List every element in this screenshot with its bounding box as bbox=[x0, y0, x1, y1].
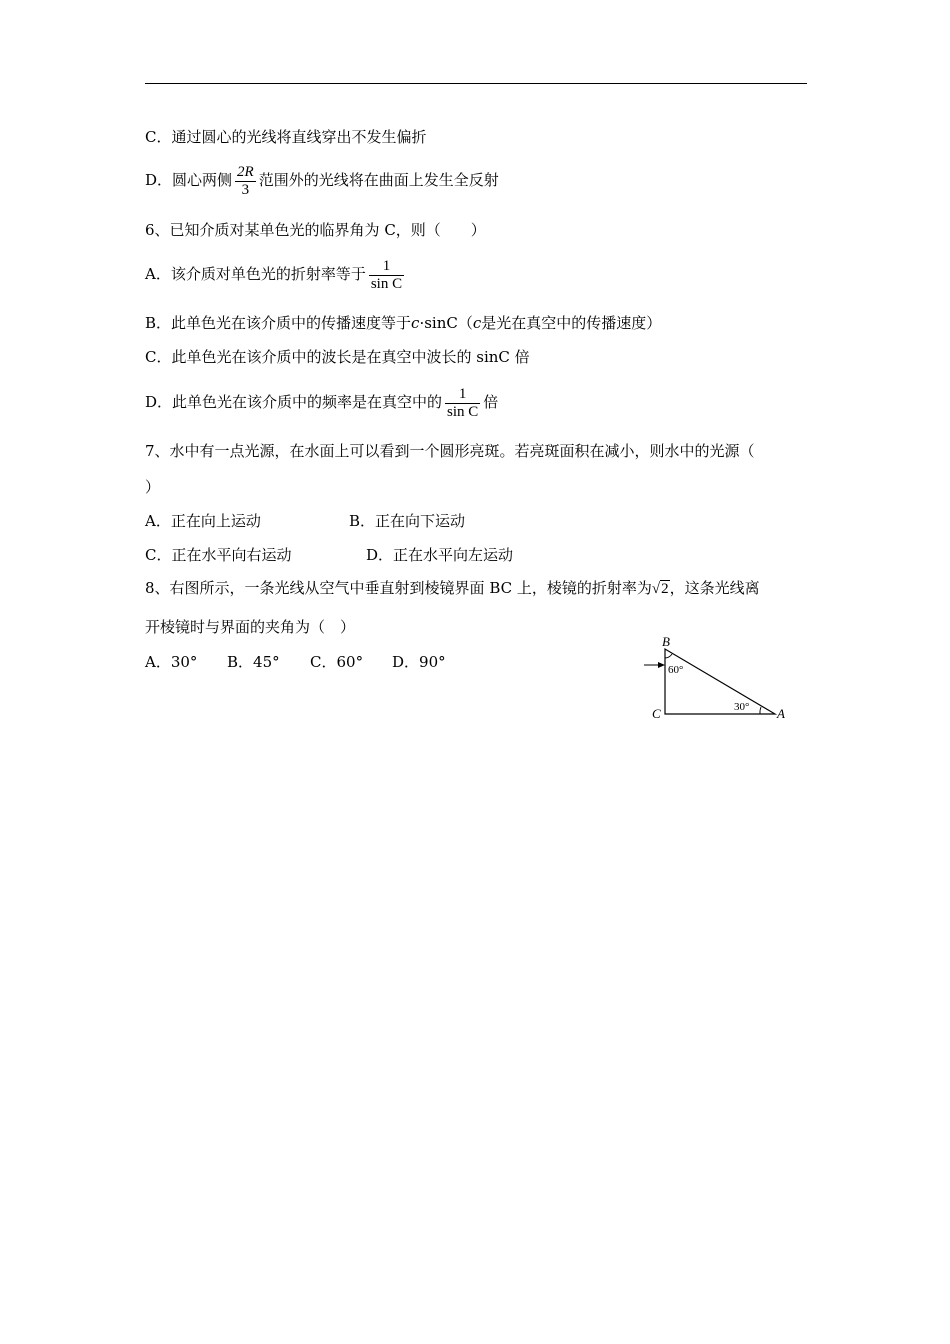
q7-option-b: B．正在向下运动 bbox=[349, 512, 466, 530]
q6-option-a bbox=[145, 256, 407, 293]
q6-option-c: C．此单色光在该介质中的波长是在真空中波长的 sinC 倍 bbox=[145, 348, 530, 366]
q8-option-a: A．30° bbox=[145, 653, 198, 671]
label-b: B bbox=[662, 634, 670, 649]
q6-d-fraction-numerator: 1 bbox=[445, 386, 480, 404]
angle-arc-a bbox=[760, 707, 761, 714]
q6-option-b-mid: ·sinC（ bbox=[419, 314, 473, 332]
q8-option-c: C．60° bbox=[310, 653, 364, 671]
q8-sqrt: √2 bbox=[651, 581, 669, 597]
prism-triangle bbox=[665, 649, 775, 714]
header-rule bbox=[145, 83, 807, 84]
q8-stem-line2: 开棱镜时与界面的夹角为（ ） bbox=[145, 618, 356, 636]
q6-option-b-prefix: B．此单色光在该介质中的传播速度等于 bbox=[145, 314, 412, 332]
angle-arc-b bbox=[665, 654, 672, 658]
angle-label-b: 60° bbox=[668, 664, 684, 676]
q6-option-d bbox=[145, 384, 498, 421]
q7-stem-line1: 7、水中有一点光源，在水面上可以看到一个圆形亮斑。若亮斑面积在减小，则水中的光源（ bbox=[145, 442, 755, 460]
q8-sqrt-value: 2 bbox=[661, 581, 669, 597]
q8-option-d: D．90° bbox=[392, 653, 446, 671]
q5-option-c: C．通过圆心的光线将直线穿出不发生偏折 bbox=[145, 128, 427, 146]
q5-fraction bbox=[235, 164, 256, 199]
q6-d-fraction bbox=[445, 386, 480, 421]
q7-stem-line2: ） bbox=[145, 478, 161, 496]
q8-stem-suffix: ，这条光线离 bbox=[669, 579, 760, 597]
q7-option-d: D．正在水平向左运动 bbox=[366, 546, 514, 564]
q5-option-d-prefix: D．圆心两侧 bbox=[145, 171, 233, 189]
incident-ray-arrowhead bbox=[658, 662, 665, 668]
q5-fraction-denominator: 3 bbox=[241, 181, 250, 198]
q6-d-fraction-denominator: sin C bbox=[447, 403, 479, 420]
q6-option-d-suffix: 倍 bbox=[483, 393, 499, 411]
q6-option-b-c2: c bbox=[472, 314, 482, 332]
q6-a-fraction-denominator: sin C bbox=[370, 275, 403, 292]
q6-option-b-suffix: 是光在真空中的传播速度） bbox=[481, 314, 662, 332]
q6-a-fraction bbox=[369, 258, 404, 293]
q5-option-d bbox=[145, 162, 499, 199]
angle-label-a: 30° bbox=[734, 701, 750, 713]
q6-option-a-prefix: A．该介质对单色光的折射率等于 bbox=[145, 265, 366, 283]
q8-stem-prefix: 8、右图所示，一条光线从空气中垂直射到棱镜界面 BC 上，棱镜的折射率为 bbox=[145, 579, 652, 597]
q6-option-b-c: c bbox=[411, 314, 420, 332]
q6-option-d-prefix: D．此单色光在该介质中的频率是在真空中的 bbox=[145, 393, 443, 411]
q7-option-c: C．正在水平向右运动 bbox=[145, 546, 292, 564]
q7-option-a: A．正在向上运动 bbox=[145, 512, 261, 530]
q6-option-b bbox=[145, 313, 661, 333]
q6-a-fraction-numerator: 1 bbox=[369, 258, 404, 276]
q6-stem: 6、已知介质对某单色光的临界角为 C，则（ ） bbox=[145, 221, 486, 239]
q5-fraction-numerator: 2R bbox=[237, 163, 254, 180]
label-c: C bbox=[652, 706, 661, 721]
q5-option-d-suffix: 范围外的光线将在曲面上发生全反射 bbox=[258, 171, 499, 189]
q8-stem-line1 bbox=[145, 578, 760, 599]
label-a: A bbox=[777, 706, 785, 721]
q8-option-b: B．45° bbox=[227, 653, 280, 671]
prism-figure bbox=[640, 632, 800, 727]
